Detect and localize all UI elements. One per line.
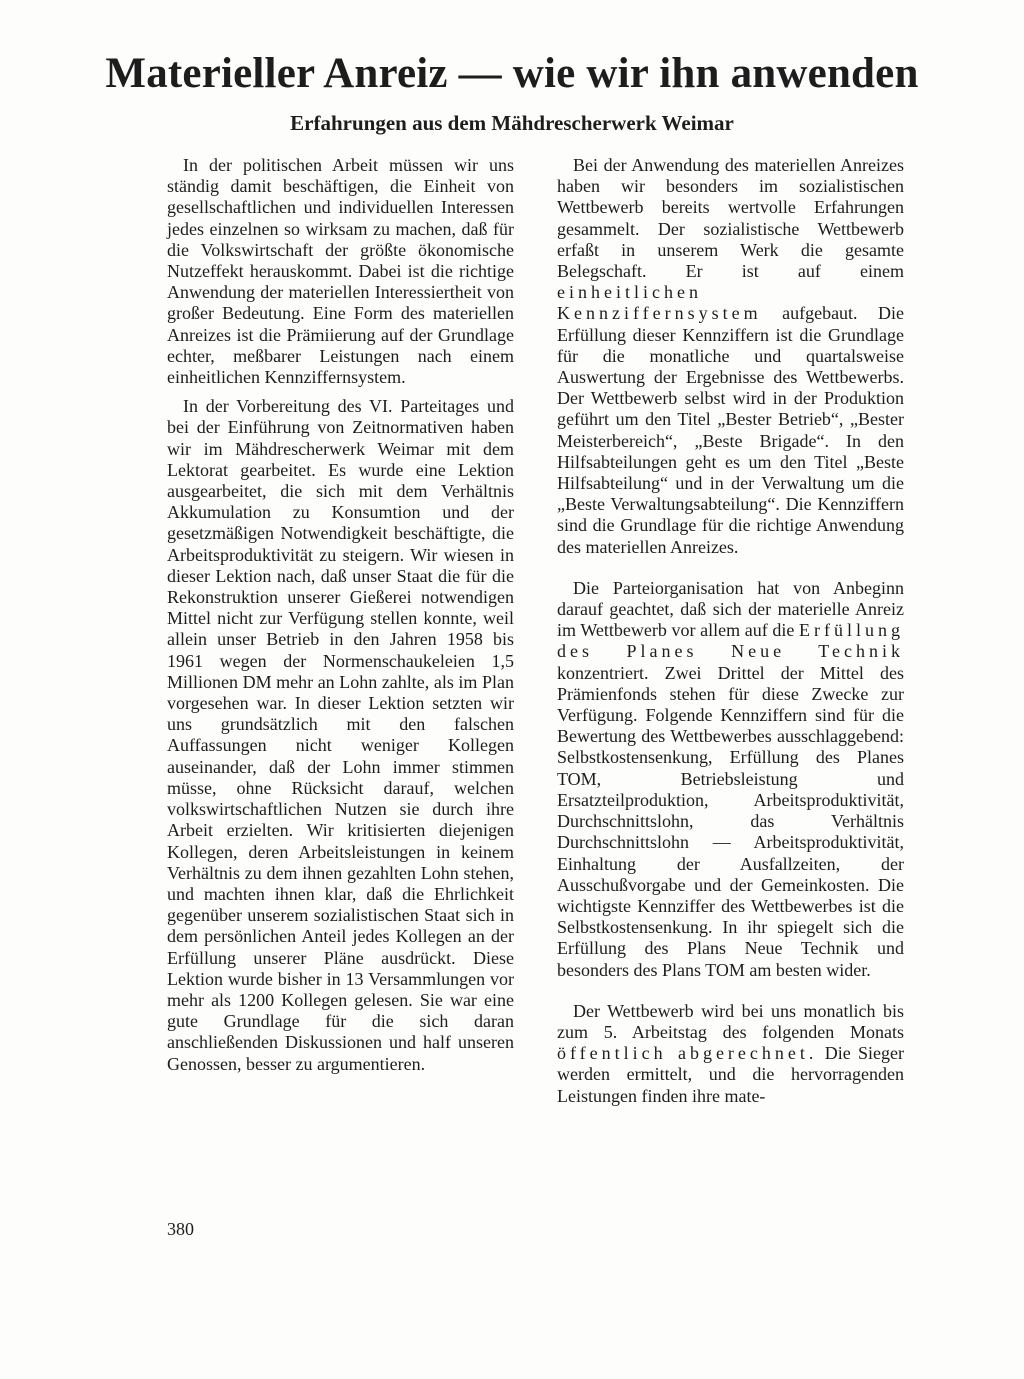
paragraph <box>557 1001 904 1107</box>
page-number: 380 <box>167 1219 194 1239</box>
spaced-emphasis: öffentlich abgerechnet. <box>557 1043 818 1064</box>
right-column <box>557 155 904 1107</box>
text-run: konzentriert. Zwei Drittel der Mittel des Prämienfonds stehen für diese Zwecke zur Verfügung. Folgende Kennziffern sind für die Bewertung des Wettbewerbes ausschlaggebend: Selbstkostensenkung, Erfüllung des Planes TOM, Betriebsleistung und Ersatzteilproduktion, Arbeitsproduktivität, Durchschnittslohn, das Verhältnis Durchschnittslohn — Arbeitsproduktivität, Einhaltung der Ausfallzeiten, der Ausschußvorgabe und der Gemeinkosten. Die wichtigste Kennziffer des Wettbewerbes ist die Selbstkostensenkung. In ihr spiegelt sich die Erfüllung des Plans Neue Technik und besonders des Plans TOM am besten wider. <box>557 662 904 980</box>
text-run: Der Wettbewerb wird bei uns monatlich bis zum 5. Arbeitstag des folgenden Monats <box>557 1000 904 1042</box>
paragraph <box>557 155 904 558</box>
article-title: Materieller Anreiz — wie wir ihn anwenden <box>105 50 919 97</box>
text-run: Die Parteiorganisation hat von Anbeginn darauf geachtet, daß sich der materielle Anreiz im Wettbewerb vor allem auf die <box>557 577 904 641</box>
spaced-emphasis: Erfüllung des Planes Neue Technik <box>557 620 905 662</box>
article-subtitle: Erfahrungen aus dem Mähdrescherwerk Weimar <box>290 111 734 135</box>
paragraph <box>557 578 904 981</box>
spaced-emphasis: einheitlichen Kennziffernsystem <box>557 282 762 324</box>
paragraph: In der politischen Arbeit müssen wir uns ständig damit beschäftigen, die Einheit von gesellschaftlichen und individuellen Interessen jedes einzelnen so wirksam zu machen, daß für die Volkswirtschaft der größte ökonomische Nutzeffekt herauskommt. Dabei ist die richtige Anwendung der materiellen Interessiertheit von großer Bedeutung. Eine Form des materiellen Anreizes ist die Prämiierung auf der Grundlage echter, meßbarer Leistungen nach einem einheitlichen Kennziffernsystem. <box>167 155 514 388</box>
text-run: Die Sieger werden ermittelt, und die hervorragenden Leistungen finden ihre mate- <box>557 1043 904 1106</box>
left-column <box>167 155 514 1075</box>
text-run: aufgebaut. Die Erfüllung dieser Kennziffern ist die Grundlage für die monatliche und quartalsweise Auswertung der Ergebnisse des Wettbewerbs. Der Wettbewerb selbst wird in der Produktion geführt um den Titel „Bester Betrieb“, „Bester Meisterbereich“, „Beste Brigade“. In den Hilfsabteilungen geht es um den Titel „Beste Hilfsabteilung“ und in der Verwaltung um die „Beste Verwaltungsabteilung“. Die Kennziffern sind die Grundlage für die richtige Anwendung des materiellen Anreizes. <box>557 303 904 557</box>
paragraph: In der Vorbereitung des VI. Parteitages und bei der Einführung von Zeitnormativen haben wir im Mähdrescherwerk Weimar mit dem Lektorat gearbeitet. Es wurde eine Lektion ausgearbeitet, die sich mit dem Verhältnis Akkumulation zu Konsumtion und der gesetzmäßigen Notwendigkeit beschäftigte, die Arbeitsproduktivität zu steigern. Wir wiesen in dieser Lektion nach, daß unser Staat die für die Rekonstruktion unserer Gießerei notwendigen Mittel nicht zur Verfügung stellen konnte, weil allein unser Betrieb in den Jahren 1958 bis 1961 wegen der Normenschaukeleien 1,5 Millionen DM mehr an Lohn zahlte, als im Plan vorgesehen war. In dieser Lektion setzten wir uns grundsätzlich mit den falschen Auffassungen nicht weniger Kollegen auseinander, daß der Lohn immer stimmen müsse, ohne Rücksicht darauf, welchen volkswirtschaftlichen Nutzen sie durch ihre Arbeit erzielten. Wir kritisierten diejenigen Kollegen, deren Arbeitsleistungen in keinem Verhältnis zu dem ihnen gezahlten Lohn stehen, und machten ihnen klar, daß die Ehrlichkeit gegenüber unserem sozialistischen Staat sich in dem persönlichen Anteil jedes Kollegen an der Erfüllung unserer Pläne ausdrückt. Diese Lektion wurde bisher in 13 Versammlungen vor mehr als 1200 Kollegen gelesen. Sie war eine gute Grundlage für die sich daran anschließenden Diskussionen und half unseren Genossen, besser zu argumentieren. <box>167 396 514 1074</box>
text-run: Bei der Anwendung des materiellen Anreizes haben wir besonders im sozialistischen Wettbewerb bereits wertvolle Erfahrungen gesammelt. Der sozialistische Wettbewerb erfaßt in unserem Werk die gesamte Belegschaft. Er ist auf einem <box>557 155 904 282</box>
